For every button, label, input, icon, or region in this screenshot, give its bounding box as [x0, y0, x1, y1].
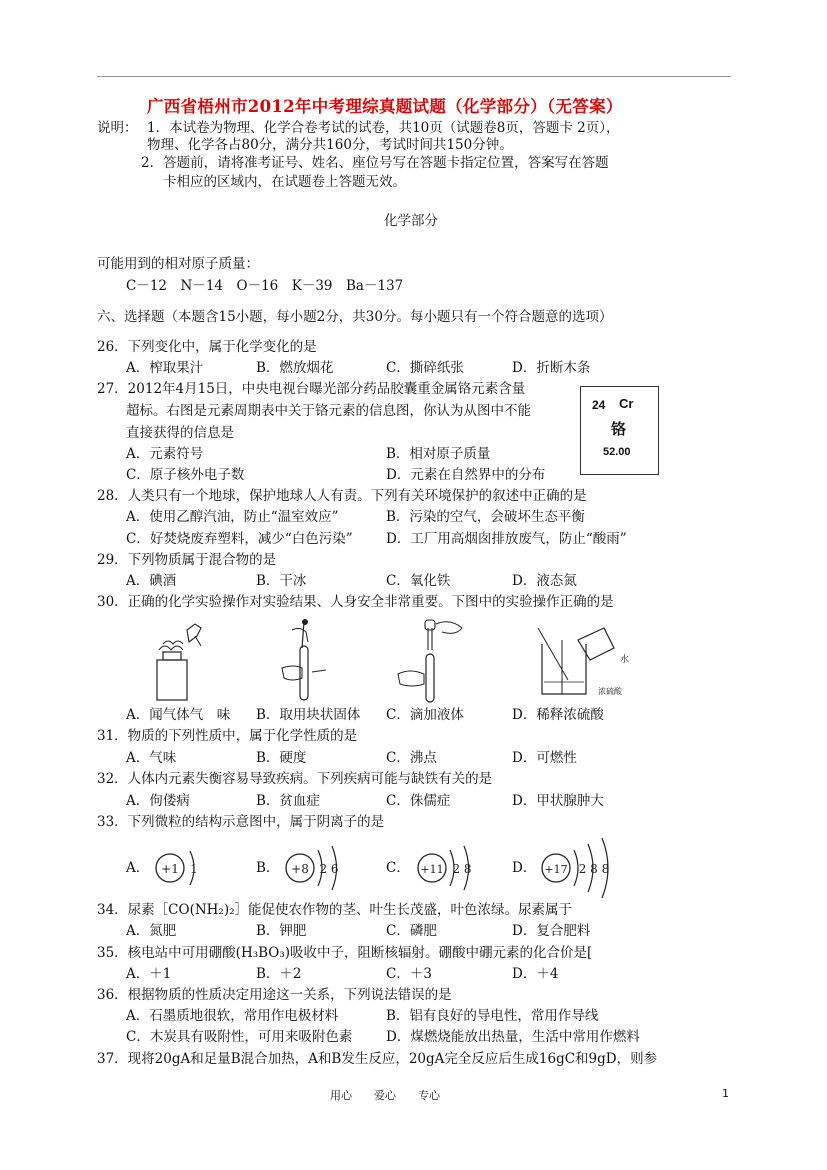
- q31-option-d: D．可燃性: [512, 750, 577, 766]
- q33-option-c: C．: [386, 860, 410, 876]
- q27-stem-1: 27．2012年4月15日，中央电视台曝光部分药品胶囊重金属铬元素含量: [97, 381, 526, 397]
- q34-option-d: D．复合肥料: [512, 923, 591, 939]
- note-2-line-1: 2．答题前，请将准考证号、姓名、座位号写在答题卡指定位置，答案写在答题: [141, 155, 609, 171]
- note-2-line-2: 卡相应的区域内，在试题卷上答题无效。: [163, 174, 406, 190]
- q36-option-a: A．石墨质地很软，常用作电极材料: [126, 1008, 339, 1024]
- q29-stem: 29．下列物质属于混合物的是: [97, 552, 277, 568]
- q36-option-c: C．木炭具有吸附性，可用来吸附色素: [126, 1029, 353, 1045]
- q34-option-a: A．氮肥: [126, 923, 177, 939]
- q32-option-d: D．甲状腺肿大: [512, 793, 604, 809]
- notes-label: 说明：: [97, 120, 138, 136]
- solid-sampling-illustration: [272, 616, 332, 706]
- shells-a: 1: [190, 862, 198, 876]
- q33-stem: 33．下列微粒的结构示意图中，属于阴离子的是: [97, 814, 385, 830]
- section-title: 化学部分: [384, 213, 438, 229]
- q28-option-c: C．好焚烧废弃塑料，减少“白色污染”: [126, 531, 353, 547]
- q27-option-b: B．相对原子质量: [386, 446, 491, 462]
- q27-stem-3: 直接获得的信息是: [126, 425, 234, 441]
- element-name: 铬: [611, 421, 627, 438]
- q27-option-d: D．元素在自然界中的分布: [386, 467, 546, 483]
- q35-option-a: A．＋1: [126, 966, 172, 982]
- header-rule: [97, 76, 731, 77]
- q31-option-a: A．气味: [126, 750, 177, 766]
- note-1-line-1: 1．本试卷为物理、化学合卷考试的试卷，共10页（试题卷8页，答题卡 2页），: [147, 120, 620, 136]
- q32-stem: 32．人体内元素失衡容易导致疾病。下列疾病可能与缺铁有关的是: [97, 771, 493, 787]
- atom-diagram-b: [282, 840, 352, 896]
- q26-option-d: D．折断木条: [512, 360, 591, 376]
- nucleus-d: +17: [544, 863, 568, 876]
- q34-stem: 34．尿素［CO(NH₂)₂］能促使农作物的茎、叶生长茂盛，叶色浓绿。尿素属于: [97, 902, 573, 918]
- label-concentrated-acid: 浓硫酸: [598, 687, 622, 696]
- q28-stem: 28．人类只有一个地球，保护地球人人有责。下列有关环境保护的叙述中正确的是: [97, 488, 587, 504]
- atomic-mass-values: C－12 N－14 O－16 K－39 Ba－137: [126, 278, 404, 294]
- nucleus-b: +8: [291, 862, 309, 876]
- q32-option-b: B．贫血症: [256, 793, 320, 809]
- q29-option-a: A．碘酒: [126, 573, 177, 589]
- q27-stem-2: 超标。右图是元素周期表中关于铬元素的信息图，你认为从图中不能: [126, 403, 531, 419]
- element-symbol: Cr: [619, 396, 634, 411]
- atom-diagram-a: [150, 843, 210, 893]
- q26-option-b: B．燃放烟花: [256, 360, 334, 376]
- q33-option-b: B．: [256, 860, 280, 876]
- note-1-line-2: 物理、化学各占80分，满分共160分，考试时间共150分钟。: [147, 137, 513, 153]
- shells-b: 2 6: [319, 862, 339, 876]
- nucleus-c: +11: [420, 863, 444, 876]
- smell-gas-illustration: [145, 618, 215, 704]
- q35-option-c: C．＋3: [386, 966, 432, 982]
- dilute-acid-illustration: [528, 622, 638, 700]
- element-number: 24: [592, 398, 606, 412]
- q29-option-d: D．液态氮: [512, 573, 577, 589]
- q27-option-a: A．元素符号: [126, 446, 204, 462]
- label-water: 水: [620, 655, 630, 665]
- q26-option-c: C．撕碎纸张: [386, 360, 464, 376]
- q33-option-d: D．: [512, 860, 537, 876]
- q34-option-b: B．钾肥: [256, 923, 307, 939]
- q33-option-a: A．: [126, 860, 150, 876]
- q30-option-a: A．闻气体气 味: [126, 707, 231, 723]
- atomic-mass-label: 可能用到的相对原子质量：: [97, 256, 259, 272]
- q35-option-b: B．＋2: [256, 966, 302, 982]
- q28-option-d: D．工厂用高烟囱排放废气，防止“酸雨”: [386, 531, 627, 547]
- q30-stem: 30．正确的化学实验操作对实验结果、人身安全非常重要。下图中的实验操作正确的是: [97, 594, 614, 610]
- shells-c: 2 8: [452, 862, 472, 876]
- q35-option-d: D．＋4: [512, 966, 559, 982]
- q29-option-b: B．干冰: [256, 573, 307, 589]
- q36-stem: 36．根据物质的性质决定用途这一关系，下列说法错误的是: [97, 987, 452, 1003]
- q31-option-c: C．沸点: [386, 750, 437, 766]
- q34-option-c: C．磷肥: [386, 923, 437, 939]
- q29-option-c: C．氧化铁: [386, 573, 451, 589]
- q30-option-d: D．稀释浓硫酸: [512, 707, 604, 723]
- footer-slogan: 用心 爱心 专心: [330, 1089, 440, 1102]
- q31-option-b: B．硬度: [256, 750, 307, 766]
- q32-option-a: A．佝偻病: [126, 793, 190, 809]
- shells-d: 2 8 8: [578, 862, 610, 876]
- q27-option-c: C．原子核外电子数: [126, 467, 245, 483]
- q36-option-b: B．铝有良好的导电性，常用作导线: [386, 1008, 599, 1024]
- q37-stem: 37．现将20gA和足量B混合加热，A和B发生反应，20gA完全反应后生成16gC和9gD，则参: [97, 1051, 658, 1067]
- q28-option-a: A．使用乙醇汽油，防止“温室效应”: [126, 509, 339, 525]
- q28-option-b: B．污染的空气，会破坏生态平衡: [386, 509, 585, 525]
- q36-option-d: D．煤燃烧能放出热量，生活中常用作燃料: [386, 1029, 640, 1045]
- atom-diagram-d: [538, 836, 620, 898]
- page-title: 广西省梧州市2012年中考理综真题试题（化学部分）（无答案）: [147, 97, 623, 116]
- element-mass: 52.00: [603, 446, 631, 458]
- q35-stem: 35．核电站中可用硼酸(H₃BO₃)吸收中子，阻断核辐射。硼酸中硼元素的化合价是[: [97, 945, 593, 961]
- part-heading: 六、选择题（本题含15小题，每小题2分，共30分。每小题只有一个符合题意的选项）: [97, 309, 613, 325]
- nucleus-a: +1: [161, 862, 179, 876]
- element-card-chromium: [580, 386, 659, 475]
- page-number: 1: [722, 1087, 729, 1100]
- q32-option-c: C．侏儒症: [386, 793, 451, 809]
- q26-stem: 26．下列变化中，属于化学变化的是: [97, 339, 317, 355]
- dropping-liquid-illustration: [392, 614, 472, 706]
- q26-option-a: A．榨取果汁: [126, 360, 204, 376]
- q30-option-c: C．滴加液体: [386, 707, 464, 723]
- q30-option-b: B．取用块状固体: [256, 707, 361, 723]
- q31-stem: 31．物质的下列性质中，属于化学性质的是: [97, 728, 358, 744]
- atom-diagram-c: [412, 840, 484, 896]
